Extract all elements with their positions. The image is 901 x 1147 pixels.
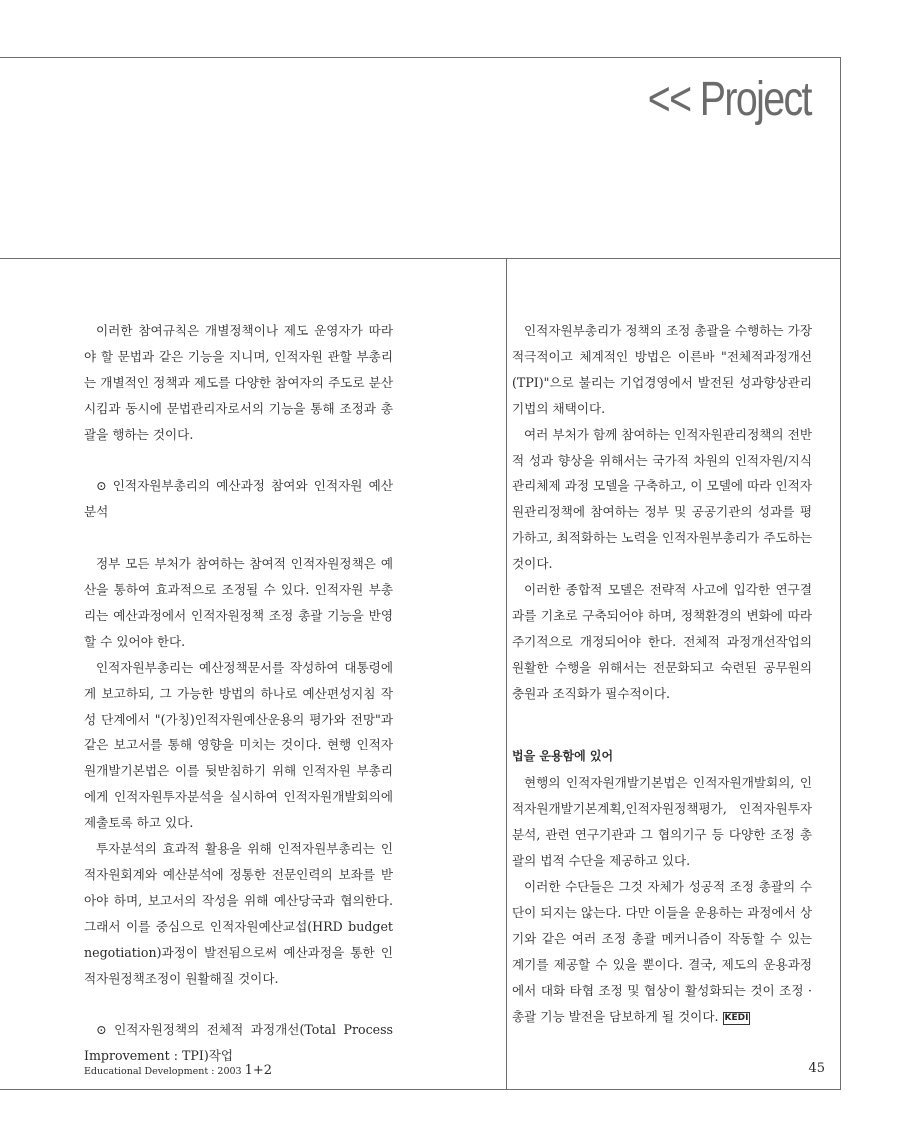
- top-rule: [0, 57, 841, 58]
- right-frame-rule: [840, 57, 841, 1090]
- paragraph: 이러한 종합적 모델은 전략적 사고에 입각한 연구결과를 기초로 구축되어야 하며, 정책환경의 변화에 따라 주기적으로 개정되어야 한다. 전체적 과정개선작업의 원활한 수행을 위해서는 전문화되고 숙련된 공무원의 충원과 조직화가 필수적이다.: [512, 582, 812, 701]
- column-divider: [506, 258, 507, 1090]
- bottom-rule: [0, 1089, 841, 1090]
- subheading-bullet: ⊙ 인적자원정책의 전체적 과정개선(Total Process Improvement : TPI)작업: [84, 1022, 393, 1064]
- paragraph: 인적자원부총리는 예산정책문서를 작성하여 대통령에게 보고하되, 그 가능한 방법의 하나로 예산편성지침 작성 단계에서 "(가칭)인적자원예산운용의 평가와 전망"과 같은 보고서를 통해 영향을 미치는 것이다. 현행 인적자원개발기본법은 이를 뒷받침하기 위해 인적자원 부총리에게 인적자원투자분석을 실시하여 인적자원개발회의에 제출토록 하고 있다.: [84, 659, 393, 831]
- paragraph: 정부 모든 부처가 참여하는 참여적 인적자원정책은 예산을 통하여 효과적으로 조정될 수 있다. 인적자원 부총리는 예산과정에서 인적자원정책 조정 총괄 기능을 반영할 수 있어야 한다.: [84, 556, 393, 649]
- paragraph: 이러한 참여규칙은 개별정책이나 제도 운영자가 따라야 할 문법과 같은 기능을 지니며, 인적자원 관할 부총리는 개별적인 정책과 제도를 다양한 참여자의 주도로 분산시킴과 동시에 문법관리자로서의 기능을 통해 조정과 총괄을 행하는 것이다.: [84, 323, 393, 442]
- issue-number: 1+2: [244, 1063, 273, 1078]
- paragraph-text: 이러한 수단들은 그것 자체가 성공적 조정 총괄의 수단이 되지는 않는다. 다만 이들을 운용하는 과정에서 상기와 같은 여러 조정 총괄 메커니즘이 작동할 수 있는 계기를 제공할 수 있을 뿐이다. 결국, 제도의 운용과정에서 대화 타협 조정 및 협상이 활성화되는 것이 조정 · 총괄 기능 발전을 담보하게 될 것이다.: [512, 879, 812, 1024]
- publication-title: Educational Development : 2003: [84, 1066, 242, 1077]
- left-column: [84, 318, 393, 1069]
- right-column: [512, 318, 812, 1029]
- paragraph: 투자분석의 효과적 활용을 위해 인적자원부총리는 인적자원회계와 예산분석에 정통한 전문인력의 보좌를 받아야 하며, 보고서의 작성을 위해 예산당국과 협의한다. 그래서 이를 중심으로 인적자원예산교섭(HRD budget negotiation)과정이 발전됨으로써 예산과정을 통한 인적자원정책조정이 원활해질 것이다.: [84, 841, 393, 986]
- paragraph: 현행의 인적자원개발기본법은 인적자원개발회의, 인적자원개발기본계획,인적자원정책평가, 인적자원투자분석, 관련 연구기관과 그 협의기구 등 다양한 조정 총괄의 법적 수단을 제공하고 있다.: [512, 775, 812, 869]
- paragraph: 인적자원부총리가 정책의 조정 총괄을 수행하는 가장 적극적이고 체계적인 방법은 이른바 "전체적과정개선(TPI)"으로 불리는 기업경영에서 발전된 성과향상관리기법의 채택이다.: [512, 323, 812, 416]
- footer-publication: [84, 1063, 272, 1078]
- header-bottom-rule: [0, 258, 841, 259]
- subheading-bullet: ⊙ 인적자원부총리의 예산과정 참여와 인적자원 예산분석: [84, 478, 393, 520]
- paragraph: [512, 874, 812, 1029]
- paragraph: 여러 부처가 함께 참여하는 인적자원관리정책의 전반적 성과 향상을 위해서는 국가적 차원의 인적자원/지식관리체제 과정 모델을 구축하고, 이 모델에 따라 인적자원관리정책에 참여하는 정부 및 공공기관의 성과를 평가하고, 최적화하는 노력을 인적자원부총리가 주도하는 것이다.: [512, 426, 812, 572]
- end-mark-icon: KEDI: [724, 1012, 749, 1023]
- section-label: << Project: [647, 73, 811, 126]
- section-heading: 법을 운용함에 있어: [512, 749, 614, 764]
- page-number: 45: [808, 1061, 825, 1076]
